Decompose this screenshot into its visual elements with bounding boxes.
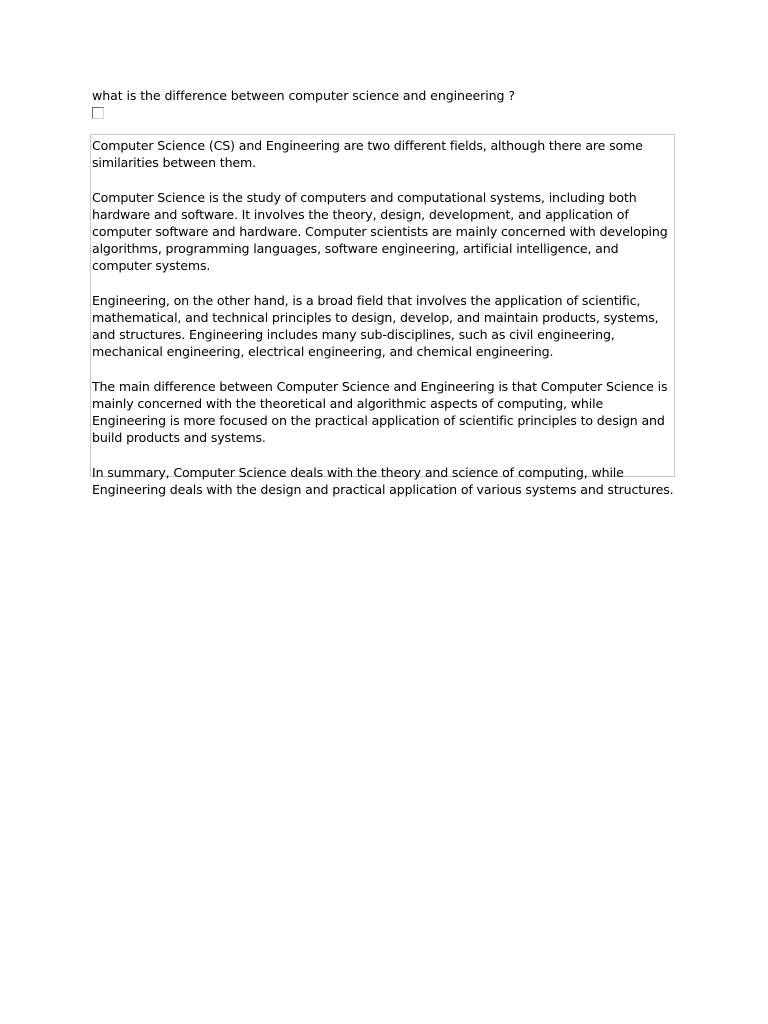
checkbox-icon[interactable] — [92, 107, 104, 119]
answer-paragraph-4: The main difference between Computer Science and Engineering is that Computer Science is mainly concerned with the theoretical and algorithmic aspects of computing, while Engineering is more focused on the practical application of scientific principles to design and build products and systems. — [92, 378, 668, 446]
answer-paragraph-3: Engineering, on the other hand, is a broad field that involves the application of scientific, mathematical, and technical principles to design, develop, and maintain products, systems, and structures. Engineering includes many sub-disciplines, such as civil engineering, mechanical engineering, electrical engineering, and chemical engineering. — [92, 292, 659, 360]
question-text: what is the difference between computer science and engineering ? — [92, 88, 515, 103]
answer-paragraph-2: Computer Science is the study of computers and computational systems, including both hardware and software. It involves the theory, design, development, and application of computer software and hardware. Computer scientists are mainly concerned with developing algorithms, programming languages, software engineering, artificial intelligence, and computer systems. — [92, 189, 668, 274]
answer-box — [90, 134, 675, 497]
answer-paragraph-1: Computer Science (CS) and Engineering are two different fields, although there are some similarities between them. — [92, 138, 643, 171]
answer-paragraph-5: In summary, Computer Science deals with the theory and science of computing, while Engineering deals with the design and practical application of various systems and structures. — [92, 464, 674, 497]
